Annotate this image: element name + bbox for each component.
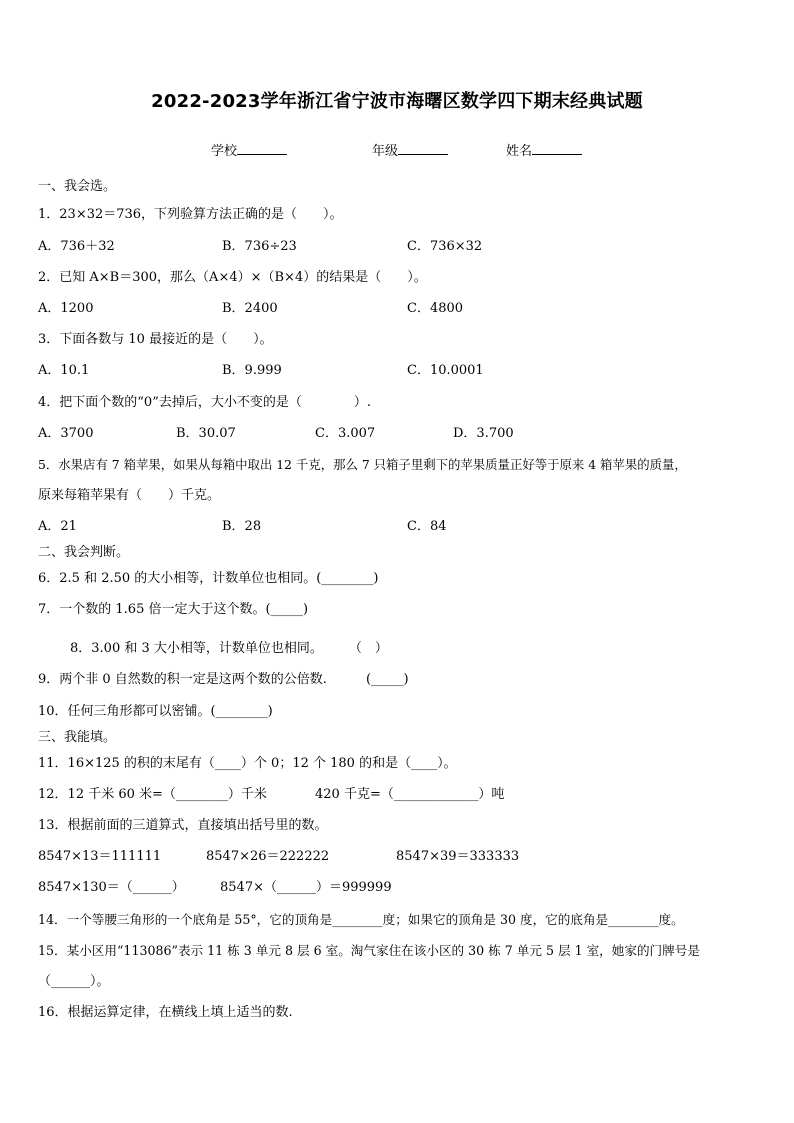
question-3-option-b: B．9.999 [222,363,282,378]
question-15-line-1: 15．某小区用“113086”表示 11 栋 3 单元 8 层 6 室。淘气家住在该小区的 30 栋 7 单元 5 层 1 室，她家的门牌号是 [38,943,700,958]
section-heading-3: 三、我能填。 [38,730,117,745]
school-label: 学校 [211,144,238,159]
question-5-option-a: A．21 [38,519,77,534]
question-2-option-a: A．1200 [38,301,94,316]
question-5-option-c: C．84 [407,519,447,534]
school-blank [237,142,287,155]
name-label: 姓名 [506,144,533,159]
question-4-option-a: A．3700 [38,426,94,441]
question-5-option-b: B．28 [222,519,262,534]
question-13-equation-4: 8547×130＝（______） [38,880,185,895]
question-2-stem: 2．已知 A×B＝300，那么（A×4）×（B×4）的结果是（ ）。 [38,270,427,285]
question-1-option-a: A．736＋32 [38,239,115,254]
question-3-option-a: A．10.1 [38,363,90,378]
question-12-part-a: 12．12 千米 60 米=（________）千米 [38,787,267,802]
question-12-part-b: 420 千克=（_____________）吨 [315,787,505,802]
question-1-option-c: C．736×32 [407,239,483,254]
grade-blank [398,142,448,155]
question-9: 9．两个非 0 自然数的积一定是这两个数的公倍数. (_____) [38,672,409,687]
question-13-stem: 13．根据前面的三道算式，直接填出括号里的数。 [38,818,328,833]
name-field [506,140,582,159]
question-7: 7．一个数的 1.65 倍一定大于这个数。(_____) [38,602,309,617]
question-10: 10．任何三角形都可以密铺。(________) [38,704,273,719]
question-4-option-d: D．3.700 [453,426,514,441]
grade-field [372,140,448,159]
question-3-stem: 3．下面各数与 10 最接近的是（ ）。 [38,332,273,347]
question-5-stem-line-2: 原来每箱苹果有（ ）千克。 [38,488,221,503]
question-14: 14．一个等腰三角形的一个底角是 55°，它的顶角是________度；如果它的顶角是 30 度，它的底角是________度。 [38,912,684,927]
question-13-equation-3: 8547×39＝333333 [396,849,520,864]
school-field [211,140,287,159]
section-heading-2: 二、我会判断。 [38,545,130,560]
question-1-stem: 1．23×32＝736，下列验算方法正确的是（ ）。 [38,207,343,222]
question-15-line-2: （______）。 [38,974,110,989]
question-8: 8．3.00 和 3 大小相等，计数单位也相同。 （ ） [70,641,388,656]
question-1-option-b: B．736÷23 [222,239,297,254]
question-13-equation-1: 8547×13＝111111 [38,849,162,864]
grade-label: 年级 [372,144,399,159]
question-13-equation-5: 8547×（______）＝999999 [220,880,392,895]
question-11: 11．16×125 的积的末尾有（____）个 0；12 个 180 的和是（____）。 [38,756,457,771]
question-13-equation-2: 8547×26＝222222 [206,849,330,864]
question-5-stem-line-1: 5．水果店有 7 箱苹果，如果从每箱中取出 12 千克，那么 7 只箱子里剩下的苹果质量正好等于原来 4 箱苹果的质量， [38,457,687,472]
name-blank [532,142,582,155]
question-3-option-c: C．10.0001 [407,363,484,378]
question-4-stem: 4．把下面个数的“0”去掉后，大小不变的是（ ）. [38,395,371,410]
question-2-option-b: B．2400 [222,301,278,316]
question-2-option-c: C．4800 [407,301,464,316]
section-heading-1: 一、我会选。 [38,179,117,194]
page-title: 2022-2023学年浙江省宁波市海曙区数学四下期末经典试题 [151,91,643,112]
question-4-option-c: C．3.007 [315,426,376,441]
question-16: 16．根据运算定律，在横线上填上适当的数. [38,1005,293,1020]
question-6: 6．2.5 和 2.50 的大小相等，计数单位也相同。(________) [38,571,379,586]
question-4-option-b: B．30.07 [176,426,236,441]
